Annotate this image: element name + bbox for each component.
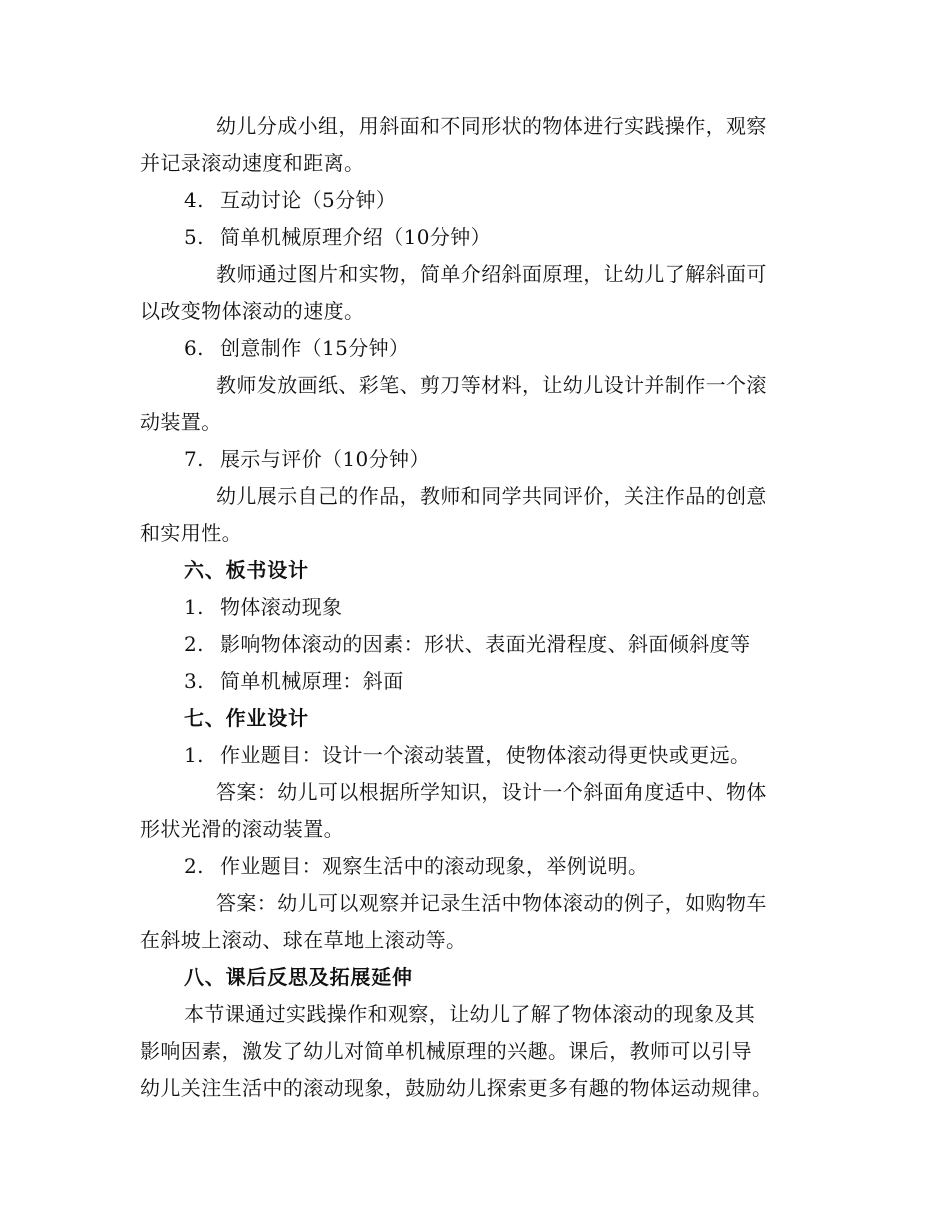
homework-item-2 <box>140 848 854 885</box>
list-item-5 <box>140 219 854 256</box>
list-item-text: 作业题目：设计一个滚动装置，使物体滚动得更快或更远。 <box>220 743 751 767</box>
list-item-text: 展示与评价（10分钟） <box>220 447 430 471</box>
list-number: 1. <box>184 595 204 619</box>
list-number: 1. <box>184 743 204 767</box>
list-item-text: 作业题目：观察生活中的滚动现象，举例说明。 <box>220 854 649 878</box>
section-heading-reflection: 八、课后反思及拓展延伸 <box>184 965 413 989</box>
list-item-4 <box>140 182 854 219</box>
list-number: 2. <box>184 632 204 656</box>
list-number: 4. <box>184 188 204 212</box>
paragraph-line: 幼儿分成小组，用斜面和不同形状的物体进行实践操作，观察 <box>216 114 767 138</box>
list-item-text: 简单机械原理介绍（10分钟） <box>220 225 492 249</box>
list-item-2 <box>140 626 854 663</box>
paragraph-line: 幼儿展示自己的作品，教师和同学共同评价，关注作品的创意 <box>216 484 767 508</box>
answer-line: 答案：幼儿可以根据所学知识，设计一个斜面角度适中、物体 <box>216 780 767 804</box>
paragraph-line: 并记录滚动速度和距离。 <box>140 151 365 175</box>
list-number: 7. <box>184 447 204 471</box>
list-item-text: 影响物体滚动的因素：形状、表面光滑程度、斜面倾斜度等 <box>220 632 751 656</box>
list-item-1 <box>140 589 854 626</box>
list-number: 5. <box>184 225 204 249</box>
list-item-3 <box>140 663 854 700</box>
answer-line: 答案：幼儿可以观察并记录生活中物体滚动的例子，如购物车 <box>216 891 767 915</box>
list-item-text: 物体滚动现象 <box>220 595 343 619</box>
list-number: 6. <box>184 336 204 360</box>
paragraph-line: 和实用性。 <box>140 521 242 545</box>
answer-line: 在斜坡上滚动、球在草地上滚动等。 <box>140 928 467 952</box>
list-item-text: 简单机械原理：斜面 <box>220 669 404 693</box>
paragraph-line: 影响因素，激发了幼儿对简单机械原理的兴趣。课后，教师可以引导 <box>140 1039 752 1063</box>
paragraph-line: 教师通过图片和实物，简单介绍斜面原理，让幼儿了解斜面可 <box>216 262 767 286</box>
homework-item-1 <box>140 737 854 774</box>
list-number: 3. <box>184 669 204 693</box>
section-heading-homework: 七、作业设计 <box>184 706 309 730</box>
list-item-text: 互动讨论（5分钟） <box>220 188 397 212</box>
paragraph-line: 教师发放画纸、彩笔、剪刀等材料，让幼儿设计并制作一个滚 <box>216 373 767 397</box>
section-heading-board-design: 六、板书设计 <box>184 558 309 582</box>
list-item-7 <box>140 441 854 478</box>
paragraph-line: 以改变物体滚动的速度。 <box>140 299 365 323</box>
list-number: 2. <box>184 854 204 878</box>
list-item-text: 创意制作（15分钟） <box>220 336 410 360</box>
paragraph-line: 动装置。 <box>140 410 222 434</box>
list-item-6 <box>140 330 854 367</box>
paragraph-line: 幼儿关注生活中的滚动现象，鼓励幼儿探索更多有趣的物体运动规律。 <box>140 1076 773 1100</box>
paragraph-line: 本节课通过实践操作和观察，让幼儿了解了物体滚动的现象及其 <box>184 1002 756 1026</box>
answer-line: 形状光滑的滚动装置。 <box>140 817 344 841</box>
